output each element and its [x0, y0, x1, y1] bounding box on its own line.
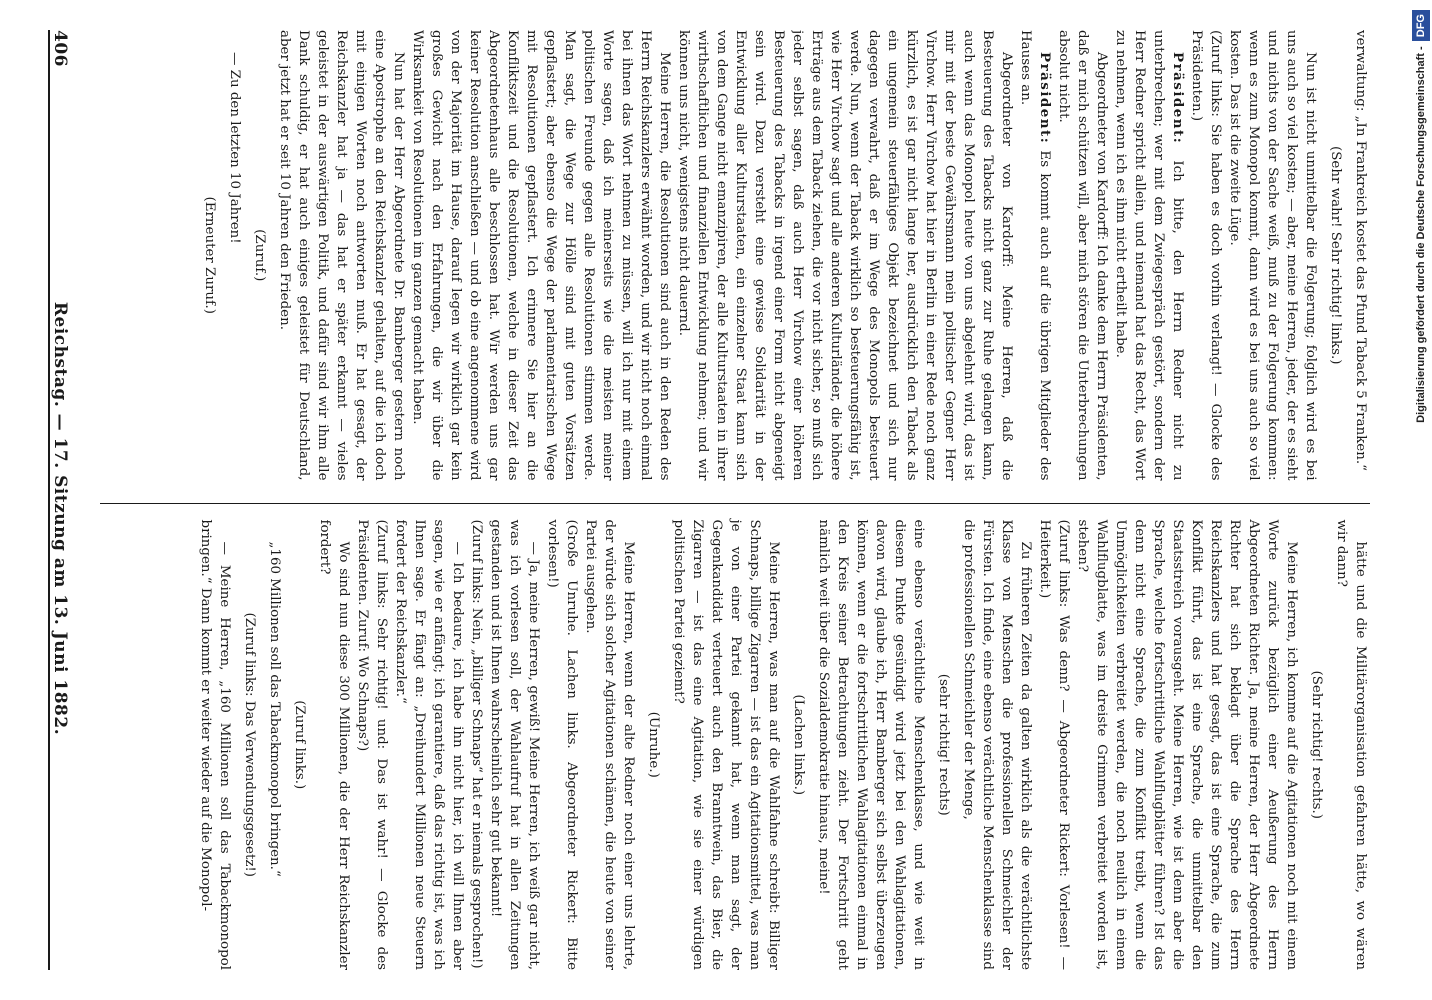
right-column [100, 30, 1370, 481]
paragraph [1054, 30, 1111, 481]
paragraph-text: (Zuruf links: Das Verwendungsgesetz!) [242, 612, 257, 878]
paragraph-text: „160 Millionen soll das Tabackmonopol bringen.“ [267, 541, 282, 877]
paragraph-text: Nun hat der Herr Abgeordnete Dr. Bamberger gestern noch eine Apostrophe an den Reichskanzler gehalten, auf die ich doch mit einigen Worten noch antworten muß. Er hat gesagt, der Reichskanzler hat ja — das hat er später erkannt — vieles geleistet in der auswärtigen Politik, und dafür sind wir ihm alle Dank schuldig, er hat auch einiges geleistet für Deutschland, aber jetzt hat er seit 10 Jahren den Frieden. [277, 30, 406, 481]
page-header [48, 30, 90, 970]
paragraph-text: (Sehr richtig! rechts.) [1309, 670, 1324, 819]
speaker-label: Präsident: [1037, 52, 1053, 145]
paragraph [674, 30, 1016, 481]
paragraph-text: Es kommt auch auf die übrigen Mitglieder des Hauses an. [1018, 30, 1052, 481]
interjection [1326, 30, 1345, 481]
paragraph-text: (Zuruf links: Sehr richtig! und: Das ist wahr! — Glocke des Präsidenten. Zuruf: Wo Schnaps?) [355, 519, 389, 970]
paragraph-text: verwaltung: „In Frankreich kostet das Pfund Taback 5 Franken.“ [1353, 30, 1368, 471]
paragraph [959, 520, 1035, 971]
paragraph [408, 30, 674, 481]
interjection [250, 30, 269, 481]
paragraph-text: (Unruhe.) [646, 711, 661, 778]
paragraph [669, 520, 783, 971]
paragraph [1332, 520, 1370, 971]
paragraph-text: (Große Unruhe. Lachen links. Abgeordneter Rickert: Bitte vorlesen!) [545, 519, 579, 970]
interjection [1307, 520, 1326, 971]
paragraph-text: Zu früheren Zeiten da galten wirklich als die verächtlichste Klasse von Menschen die professionellen Schmeichler der Fürsten. Ich finde, eine ebenso verächtliche Menschenklasse sind die professionellen Schmeichler der Menge, [961, 519, 1033, 970]
header-title: Reichstag. — 17. Sitzung am 13. Juni 1882. [50, 301, 70, 736]
paragraph-text: Wo sind nun diese 300 Millionen, die der Herr Reichskanzler fordert? [317, 519, 351, 970]
paragraph-text: (Erneuter Zuruf.) [202, 196, 217, 314]
paragraph [467, 520, 486, 971]
paragraph-text: (sehr richtig! rechts) [936, 673, 951, 816]
paragraph [275, 30, 408, 481]
page-number: 406 [50, 30, 70, 67]
paragraph [1035, 520, 1073, 971]
paragraph-text: (Sehr wahr! Sehr richtig! links.) [1328, 146, 1343, 365]
paragraph-text: hätte und die Militärorganisation gefahren hätte, wo wären wir dann? [1334, 519, 1368, 970]
interjection [789, 520, 808, 971]
credit-text: Digitalisierung gefördert durch die Deutsche Forschungsgemeinschaft - [1415, 46, 1427, 423]
paragraph [581, 520, 638, 971]
interjection [644, 520, 663, 971]
paragraph-text: Meine Herren, wenn der alte Redner noch einer uns lehrte, der würde sich solcher Agitationen schämen, die heute von seiner Partei ausgehen. [583, 519, 636, 970]
interjection [934, 520, 953, 971]
paragraph-text: (Lachen links.) [791, 694, 806, 796]
interjection [290, 520, 309, 971]
paragraph-text: — Zu den letzten 10 Jahren! [227, 52, 242, 244]
paragraph-text: Meine Herren, ich komme auf die Agitationen noch mit einem Worte zurück bezüglich einer Aeußerung des Herrn Abgeordneten Richter. Ja, meine Herren, der Herr Abgeordnete Richter hat sich beklagt über die Sprache des Herrn Reichskanzlers und hat gesagt, das ist eine Sprache, die zum Konflikt führt, das ist eine Sprache, die unmittelbar den Staatsstreich vorausgeht. Meine Herren, wie ist denn aber die Sprache, welche fortschrittliche Wahlflugblätter führen? Ist das denn nicht eine Sprache, die zum Konflikt treibt, wenn die Unmöglichkeiten verbreitet werden, die noch neulich in einem Wahlflugblatte, was im dreiste Grimmen verbreitet worden ist, stehen? [1075, 519, 1299, 970]
paragraph [1016, 30, 1054, 481]
paragraph-text: — Meine Herren, „160 Millionen soll das Tabackmonopol bringen.“ Dann kommt er weiter wieder auf die Monopol- [198, 519, 232, 970]
credit-text-row [1412, 10, 1430, 990]
paragraph-text: Ich bitte, den Herrn Redner nicht zu unterbrechen; wer mit dem Zwiegespräch gestört, sondern der Herr Redner spricht allein, und niemand hat das Recht, das Wort zu nehmen, wenn ich es ihm nicht ertheilt habe. [1113, 30, 1185, 481]
paragraph [1111, 30, 1187, 481]
speaker-label: Präsident: [1170, 52, 1186, 145]
paragraph [196, 520, 234, 971]
paragraph-text: (Zuruf.) [252, 229, 267, 282]
paragraph [1351, 30, 1370, 481]
paragraph [265, 520, 284, 971]
paragraph-text: Abgeordneter von Kardorff: Ich danke dem Herrn Präsidenten, daß er mich schützen will, aber mich stören die Unterbrechungen absolut nicht. [1056, 30, 1109, 481]
paragraph [225, 30, 244, 481]
left-column [100, 503, 1370, 971]
paragraph [391, 520, 467, 971]
paragraph-text: — Ja, meine Herren, gewiß! Meine Herren, ich weiß gar nicht, was ich vorlesen soll, der Wahlaufruf hat in allen Zeitungen gestanden und ist Ihnen wahrscheinlich sehr gut bekannt! [488, 519, 541, 970]
paragraph-text: (Zuruf links: Nein, „billiger Schnaps“ hat er niemals gesprochen!) [469, 519, 484, 969]
interjection [200, 30, 219, 481]
paragraph [1073, 520, 1301, 971]
paragraph-text: (Zuruf links: Was denn? — Abgeordneter Rickert: Vorlesen! — Heiterkeit.) [1037, 519, 1071, 970]
paragraph [814, 520, 928, 971]
interjection [240, 520, 259, 971]
paragraph-text: Nun ist nicht unmittelbar die Folgerung; folglich wird es bei uns auch so viel kosten; — aber, meine Herren, jeder, der es sieht und nichts von der Sache weiß, muß zu der Folgerung kommen: wenn es zum Monopol kommt, dann wird es bei uns auch so viel kosten. Das ist die zweite Lüge. [1227, 30, 1318, 481]
paragraph [1187, 30, 1225, 481]
dfg-logo: DFG [1412, 10, 1430, 41]
paragraph-text: (Zuruf links.) [292, 700, 307, 790]
paragraph-text: Meine Herren, was man auf die Wahlfahne schreibt: Billiger Schnaps, billige Zigarren — ist das ein Agitationsmittel, was man je von einer Partei gekannt hat, wenn man sagt, der Gegenkandidat verteuert auch den Branntwein, das Bier, die Zigarren — ist das eine Agitation, wie sie einer würdigen politischen Partei geziemt? [671, 519, 781, 970]
paragraph-text: (Zuruf links: Sie haben es doch vorhin verlangt! — Glocke des Präsidenten.) [1189, 30, 1223, 481]
paragraph-text: eine ebenso verächtliche Menschenklasse, und wie weit in diesem Punkte gesündigt wird jetzt bei den Wahlagitationen, davon wird, glaube ich, Herr Bamberger sich selbst überzeugen können, wenn er die fortschrittlichen Wahlagitationen einmal in den Kreis seiner Betrachtungen zieht. Der Fortschritt geht nämlich weit über die Sozialdemokratie hinaus, meine! [816, 519, 926, 970]
paragraph-text: Meine Herren, die Resolutionen sind auch in den Reden des Herrn Reichskanzlers erwähnt worden, und wir nicht noch einmal bei ihnen das Wort nehmen zu müssen, will ich nur mit einem Worte sagen, daß ich meinerseits wie die meisten meiner politischen Freunde gegen alle Resolutionen stimmen werde. Man sagt, die Wege zur Hölle sind mit guten Vorsätzen gepflastert; aber ebenso die Wege der parlamentarischen Wege mit Resolutionen gepflastert. Ich erinnere Sie hier an die Konfliktszeit und die Resolutionen, welche in dieser Zeit das Abgeordnetenhaus alle beschlossen hat. Wir werden uns gar keiner Resolution anschließen — und ob eine angenommene wird von der Majorität im Hause, darauf legen wir wirklich gar kein großes Gewicht nach den Erfahrungen, die wir über die Wirksamkeit von Resolutionen im ganzen gemacht haben. [410, 30, 672, 481]
paragraph-text: Abgeordneter von Kardorff: Meine Herren, daß die Besteuerung des Tabacks nicht ganz zur Ruhe gelangen kann, auch wenn das Monopol heute von uns abgelehnt wird, das ist mir mit der beste Gewährsmann mein politischer Gegner Herr Virchow. Herr Virchow hat hier in Berlin in einer Rede noch ganz kürzlich, es ist gar nicht lange her, ausdrücklich den Taback als ein ungemein steuerfähiges Objekt bezeichnet und sich nur dagegen verwahrt, daß er im Wege des Monopols besteuert werde. Nun, wenn der Taback wirklich so besteuerungsfähig ist, wie Herr Virchow sagt und alle anderen Kulturländer, die höhere Erträge aus dem Taback ziehen, die vor nicht sicher, so muß sich jeder selbst sagen, daß auch Herr Virchow einer höheren Besteuerung des Tabacks in irgend einer Form nicht abgeneigt sein wird. Dazu versteht eine gewisse Solidarität in der Entwicklung aller Kulturstaaten, ein einzelner Staat kann sich von dem Gange nicht emanzipiren, der alle Kulturstaaten in ihrer wirthschaftlichen und finanziellen Entwicklung nehmen; und wir können uns nicht, wenigstens nicht dauernd. [676, 30, 1014, 481]
paragraph [315, 520, 353, 971]
paragraph [543, 520, 581, 971]
paragraph-text: — Ich bedaure, ich habe ihn nicht hier, ich will Ihnen aber sagen, wie er anfängt; ich garantiere, daß das richtig ist, was ich Ihnen sage. Er fängt an: „Dreihundert Millionen neue Steuern fordert der Reichskanzler.“ [393, 519, 465, 970]
digitization-credit [1412, 10, 1430, 990]
paragraph [1225, 30, 1320, 481]
paragraph [353, 520, 391, 971]
paragraph [486, 520, 543, 971]
text-columns [100, 30, 1370, 970]
